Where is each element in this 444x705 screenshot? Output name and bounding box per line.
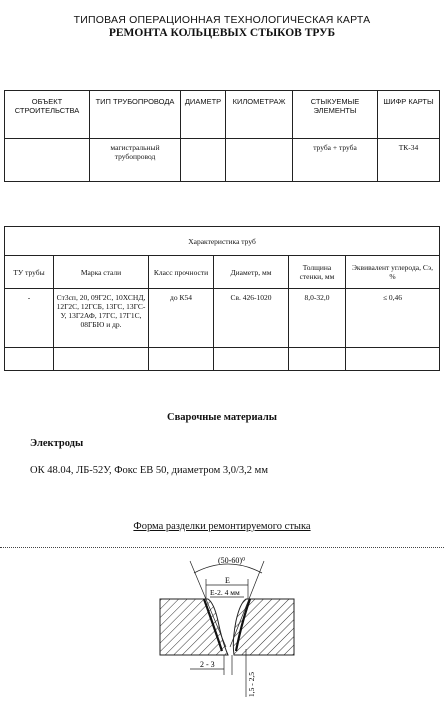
header-steel-grade: Марка стали <box>54 256 149 289</box>
header-wall-thickness: Толщина стенки, мм <box>289 256 346 289</box>
pipe-characteristics-table <box>4 226 440 371</box>
angle-label: (50-60)⁰ <box>218 556 246 565</box>
cell-card-code: ТК-34 <box>378 139 440 182</box>
table-row <box>5 289 440 348</box>
cell-strength-class: до К54 <box>149 289 214 348</box>
cell-object <box>5 139 90 182</box>
table-row-empty <box>5 348 440 371</box>
cell-carbon-equivalent: ≤ 0,46 <box>346 289 440 348</box>
joint-preparation-caption: Форма разделки ремонтируемого стыка <box>133 521 311 532</box>
gap-dimension-label: Е-2. 4 мм <box>210 588 240 597</box>
document-title: ТИПОВАЯ ОПЕРАЦИОННАЯ ТЕХНОЛОГИЧЕСКАЯ КАРТА <box>73 14 371 26</box>
object-info-table <box>4 90 440 182</box>
table-row <box>5 139 440 182</box>
document-subtitle: РЕМОНТА КОЛЬЦЕВЫХ СТЫКОВ ТРУБ <box>108 27 336 39</box>
root-gap-label: 2 - 3 <box>200 660 215 669</box>
table-caption: Характеристика труб <box>5 227 440 256</box>
electrodes-value: ОК 48.04, ЛБ-52У, Фокс ЕВ 50, диаметром 3,0/3,2 мм <box>30 465 268 476</box>
cell-diameter: Св. 426-1020 <box>214 289 289 348</box>
electrodes-label: Электроды <box>30 438 84 449</box>
welding-materials-heading: Сварочные материалы <box>167 412 277 423</box>
cell-wall-thickness: 8,0-32,0 <box>289 289 346 348</box>
cell-diameter <box>181 139 226 182</box>
table-header-row <box>5 256 440 289</box>
header-object: ОБЪЕКТ СТРОИТЕЛЬСТВА <box>5 91 90 139</box>
cell-pipeline-type: магистральный трубопровод <box>90 139 181 182</box>
header-joined-elements: СТЫКУЕМЫЕ ЭЛЕМЕНТЫ <box>293 91 378 139</box>
header-carbon-equivalent: Эквивалент углерода, Сэ, % <box>346 256 440 289</box>
joint-diagram <box>150 551 444 701</box>
dotted-divider <box>0 547 444 548</box>
header-card-code: ШИФР КАРТЫ <box>378 91 440 139</box>
header-diameter: Диаметр, мм <box>214 256 289 289</box>
header-diameter: ДИАМЕТР <box>181 91 226 139</box>
e-dimension-label: Е <box>225 576 230 585</box>
header-pipeline-type: ТИП ТРУБОПРОВОДА <box>90 91 181 139</box>
cell-tu: - <box>5 289 54 348</box>
cell-kilometrage <box>226 139 293 182</box>
header-tu: ТУ трубы <box>5 256 54 289</box>
header-strength-class: Класс прочности <box>149 256 214 289</box>
table-header-row <box>5 91 440 139</box>
cell-steel-grade: Ст3сп, 20, 09Г2С, 10ХСНД, 12Г2С, 12ГСБ, 13ГС, 13ГС-У, 13Г2АФ, 17ГС, 17Г1С, 08ГБЮ и др. <box>54 289 149 348</box>
root-land-label: 1,5 - 2,5 <box>247 672 256 697</box>
header-kilometrage: КИЛОМЕТРАЖ <box>226 91 293 139</box>
cell-joined-elements: труба + труба <box>293 139 378 182</box>
